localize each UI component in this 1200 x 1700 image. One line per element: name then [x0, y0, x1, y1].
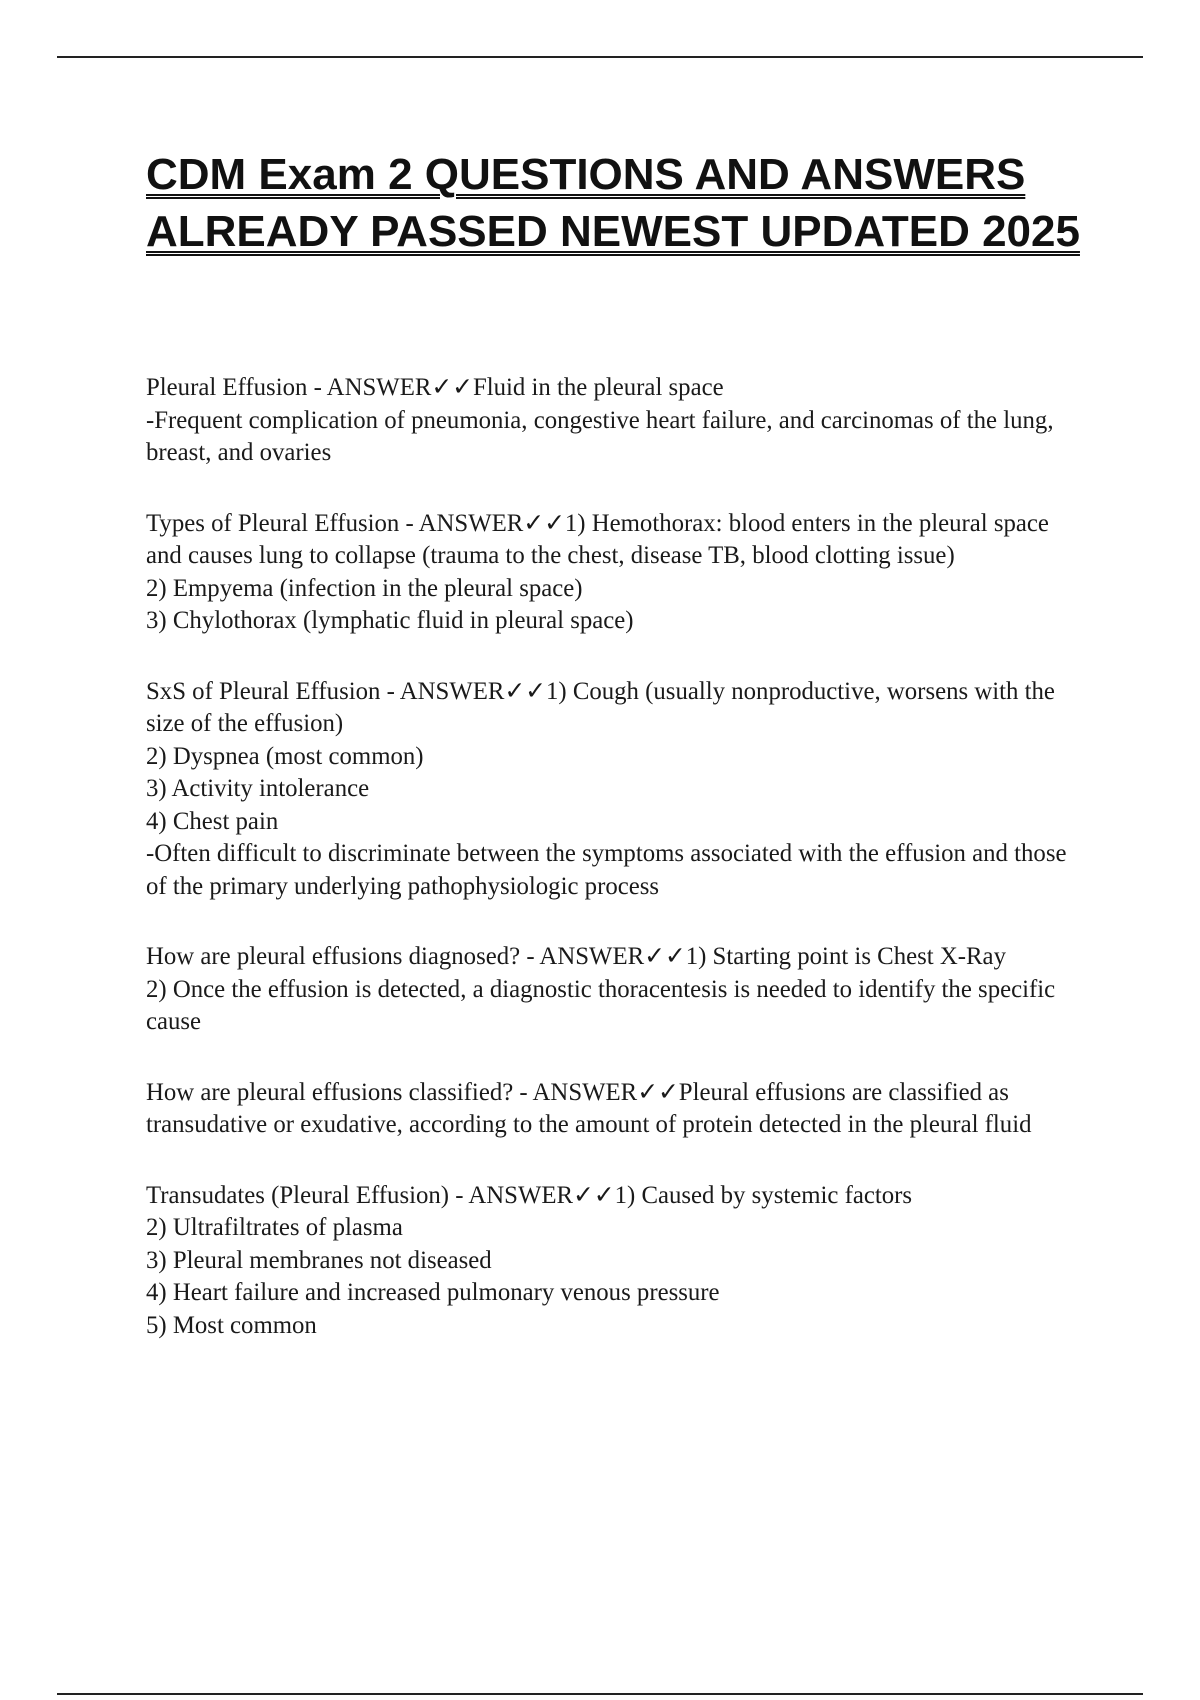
question-text: Types of Pleural Effusion [146, 509, 400, 537]
qa-entry [146, 1180, 1086, 1343]
question-text: Transudates (Pleural Effusion) [146, 1181, 450, 1209]
qa-first-line [146, 1180, 1086, 1213]
answer-line: 3) Pleural membranes not diseased [146, 1246, 492, 1274]
answer-line: 2) Empyema (infection in the pleural space) [146, 574, 583, 602]
qa-entry [146, 941, 1086, 1039]
answer-text: Fluid in the pleural space [472, 374, 724, 401]
question-text: Pleural Effusion [146, 374, 308, 401]
qa-first-line [146, 508, 1086, 573]
answer-line: 4) Heart failure and increased pulmonary venous pressure [146, 1279, 720, 1306]
qa-first-line [146, 941, 1086, 974]
answer-marker: - ANSWER✓✓ [449, 1181, 615, 1209]
answer-text: Pleural effusions are classified as transudative or exudative, according to the amount of protein detected in the pleural fluid [146, 1078, 1032, 1138]
document-title [146, 146, 1106, 260]
qa-entry [146, 1077, 1086, 1142]
question-text: SxS of Pleural Effusion [146, 677, 381, 705]
qa-first-line [146, 372, 1086, 405]
qa-content [146, 372, 1086, 1380]
qa-entry [146, 508, 1086, 638]
answer-line: 2) Dyspnea (most common) [146, 742, 424, 770]
answer-text: 1) Cough (usually nonproductive, worsens with the size of the effusion) [146, 677, 1055, 737]
answer-line: 2) Ultrafiltrates of plasma [146, 1214, 403, 1241]
answer-marker: - ANSWER✓✓ [399, 509, 565, 537]
qa-first-line [146, 1077, 1086, 1142]
qa-entry [146, 676, 1086, 904]
answer-line: 2) Once the effusion is detected, a diagnostic thoracentesis is needed to identify the specific cause [146, 975, 1056, 1035]
qa-entry [146, 372, 1086, 470]
answer-marker: - ANSWER✓✓ [307, 374, 473, 401]
answer-line: 5) Most common [146, 1311, 317, 1339]
answer-line: 4) Chest pain [146, 807, 279, 835]
document-title-text: CDM Exam 2 QUESTIONS AND ANSWERS ALREADY PASSED NEWEST UPDATED 2025 [146, 150, 1080, 256]
answer-marker: - ANSWER✓✓ [513, 1078, 679, 1106]
answer-line: 3) Chylothorax (lymphatic fluid in pleural space) [146, 607, 634, 634]
question-text: How are pleural effusions diagnosed? [146, 943, 521, 970]
answer-line: -Frequent complication of pneumonia, congestive heart failure, and carcinomas of the lung, breast, and ovaries [146, 406, 1054, 466]
answer-marker: - ANSWER✓✓ [520, 943, 686, 970]
bottom-rule [57, 1693, 1143, 1695]
answer-line: -Often difficult to discriminate between the symptoms associated with the effusion and those of the primary underlying pathophysiologic process [146, 840, 1067, 900]
answer-text: 1) Caused by systemic factors [614, 1181, 913, 1209]
top-rule [57, 56, 1143, 58]
answer-marker: - ANSWER✓✓ [380, 677, 546, 705]
question-text: How are pleural effusions classified? [146, 1078, 514, 1106]
answer-text: 1) Hemothorax: blood enters in the pleural space and causes lung to collapse (trauma to the chest, disease TB, blood clotting issue) [146, 509, 1049, 569]
answer-text: 1) Starting point is Chest X-Ray [685, 943, 1006, 970]
qa-first-line [146, 676, 1086, 741]
answer-line: 3) Activity intolerance [146, 775, 370, 802]
